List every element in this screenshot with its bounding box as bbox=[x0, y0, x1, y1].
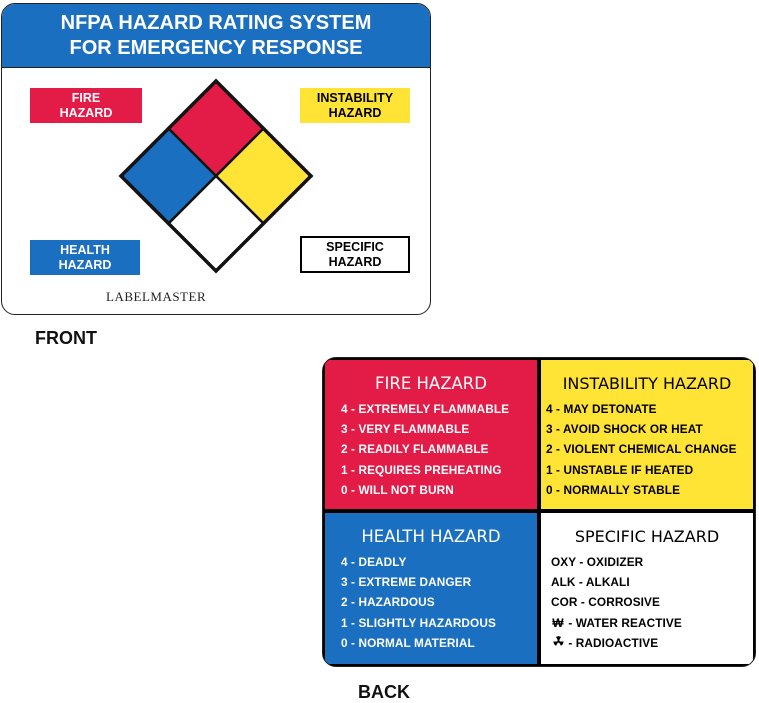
list-item bbox=[551, 613, 753, 633]
back-instability-quadrant bbox=[541, 360, 753, 509]
list-item: 1 - SLIGHTLY HAZARDOUS bbox=[341, 615, 496, 630]
list-item: 0 - NORMAL MATERIAL bbox=[341, 635, 475, 650]
list-item: 4 - EXTREMELY FLAMMABLE bbox=[341, 402, 510, 416]
health-label-line-1: HEALTH bbox=[60, 242, 110, 257]
list-item: COR - CORROSIVE bbox=[551, 595, 660, 610]
front-caption: FRONT bbox=[35, 328, 97, 348]
header-line-1: NFPA HAZARD RATING SYSTEM bbox=[60, 12, 372, 34]
list-item: 0 - NORMALLY STABLE bbox=[546, 482, 681, 497]
list-item: 2 - VIOLENT CHEMICAL CHANGE bbox=[546, 442, 737, 457]
list-item: OXY - OXIDIZER bbox=[551, 555, 644, 569]
list-item: 2 - HAZARDOUS bbox=[341, 595, 435, 610]
list-item: 1 - REQUIRES PREHEATING bbox=[341, 462, 502, 477]
specific-label-line-2: HAZARD bbox=[328, 254, 382, 269]
instability-hazard-title: INSTABILITY HAZARD bbox=[562, 374, 732, 393]
radioactive-text: - RADIOACTIVE bbox=[568, 635, 659, 650]
list-item: 1 - UNSTABLE IF HEATED bbox=[546, 462, 694, 477]
list-item: ALK - ALKALI bbox=[551, 575, 630, 590]
water-reactive-icon: ₩ bbox=[552, 615, 564, 630]
fire-hazard-title: FIRE HAZARD bbox=[375, 374, 487, 393]
list-item: 0 - WILL NOT BURN bbox=[341, 482, 454, 497]
list-item: 4 - DEADLY bbox=[341, 555, 407, 569]
fire-rating-list bbox=[341, 399, 537, 500]
instability-rating-list bbox=[546, 399, 753, 500]
labelmaster-logo: LABELMASTER bbox=[106, 289, 207, 304]
back-fire-quadrant bbox=[325, 360, 537, 509]
list-item: 4 - MAY DETONATE bbox=[546, 402, 657, 416]
health-hazard-title: HEALTH HAZARD bbox=[361, 527, 501, 546]
list-item: 3 - VERY FLAMMABLE bbox=[341, 422, 470, 437]
back-specific-quadrant bbox=[541, 513, 753, 664]
back-label-card bbox=[322, 357, 756, 667]
health-label-line-2: HAZARD bbox=[58, 257, 112, 272]
fire-label-line-2: HAZARD bbox=[59, 105, 113, 120]
health-rating-list bbox=[341, 552, 537, 653]
list-item: 3 - AVOID SHOCK OR HEAT bbox=[546, 422, 703, 437]
list-item: 2 - READILY FLAMMABLE bbox=[341, 442, 489, 457]
list-item: 3 - EXTREME DANGER bbox=[341, 575, 472, 590]
specific-hazard-title: SPECIFIC HAZARD bbox=[574, 527, 720, 546]
fire-label-line-1: FIRE bbox=[71, 90, 101, 105]
radiation-icon bbox=[551, 633, 565, 653]
specific-label-line-1: SPECIFIC bbox=[326, 239, 384, 254]
water-reactive-text: - WATER REACTIVE bbox=[568, 615, 682, 630]
list-item bbox=[551, 633, 753, 653]
back-health-quadrant bbox=[325, 513, 537, 664]
instability-label-line-1: INSTABILITY bbox=[316, 90, 394, 105]
header-line-2: FOR EMERGENCY RESPONSE bbox=[69, 37, 363, 59]
front-label-card bbox=[1, 3, 431, 315]
specific-hazard-list bbox=[551, 552, 753, 653]
nfpa-diamond bbox=[2, 4, 430, 314]
instability-label-line-2: HAZARD bbox=[328, 105, 382, 120]
back-caption: BACK bbox=[358, 682, 410, 702]
